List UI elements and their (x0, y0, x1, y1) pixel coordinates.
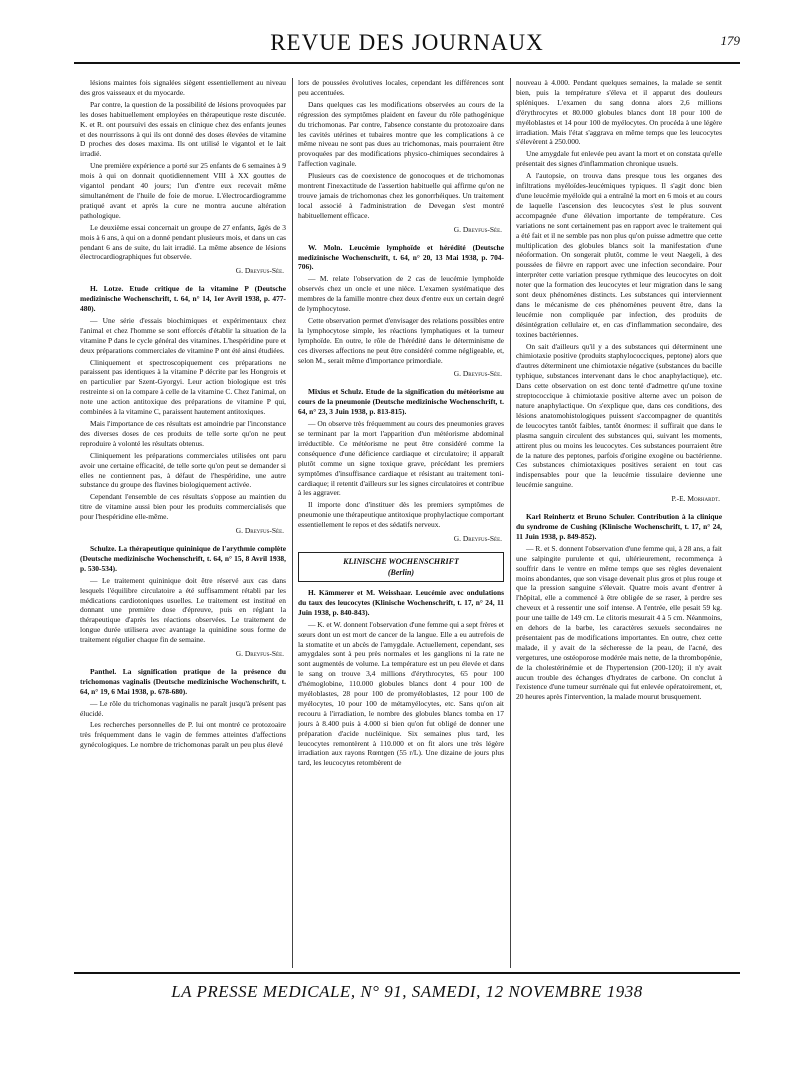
column-divider (510, 78, 511, 968)
paragraph: Cette observation permet d'envisager des relations possibles entre la lymphocytose simple, les réactions lymphatiques et la tumeur lymphoïde. En outre, le rôle de l'hérédité dans le déterminisme de ces diverses affections ne peut être considéré comme négligeable, et, selon M., serait même d'importance primordiale. (298, 315, 504, 365)
paragraph: — K. et W. donnent l'observation d'une femme qui a sept frères et sœurs dont un est mort de cancer de la langue. Elle a eu autrefois de la stomatite et un abcès de l'amygdale. Actuellement, cependant, ses amygdales sont à peu près normales et les ganglions ni la rate ne sont augmentés de volume. La température est un peu élevée et dans le sang on trouve 3,4 millions d'érythrocytes, 65 pour 100 d'hémoglobine, 110.000 globules blancs dont 4 pour 100 de myéloblastes, 28 pour 100 de promyéloblastes, 12 pour 100 de myélocytes, 10 pour 100 de métamyélocytes, etc. Sans qu'on ait recouru à l'irradiation, le nombre des globules blancs tomba en 17 jours à 8.400 puis à 4.000 si bien qu'on fut obligé de donner une préparation d'acide nucléinique. Six semaines plus tard, les leucocytes remontèrent à 110.000 et on fit alors une très légère irradiation aux rayons Rœntgen (55 r/L). Une dizaine de jours plus tard, les leucocytes retombèrent de (298, 619, 504, 768)
author-signature: G. Dreyfus-Sée. (235, 266, 284, 276)
column-right (516, 78, 722, 968)
author-signature: G. Dreyfus-Sée. (453, 369, 502, 379)
paragraph: lésions maintes fois signalées siègent essentiellement au niveau des gros vaisseaux et du myocarde. (80, 78, 286, 97)
footer-rule (74, 972, 740, 974)
paragraph: Dans quelques cas les modifications observées au cours de la régression des symptômes plaident en faveur du rôle pathogénique du trichomonas. Par contre, l'absence constante du protozoaire dans les cavités utérines et tubaires montre que les complications à ce même niveau ne sont pas dues au trichomonas, mais pourraient être provoquées par des modifications physico-chimiques secondaires à l'affection vaginale. (298, 99, 504, 169)
author-signature: G. Dreyfus-Sée. (235, 526, 284, 536)
paragraph: Une amygdale fut enlevée peu avant la mort et on constata qu'elle présentait des signes d'inflammation chronique usuels. (516, 149, 722, 169)
article-heading: Mixius et Schulz. Etude de la signification du météorisme au cours de la pneumonie (Deutsche medizinische Wochenschrift, t. 64, n° 23, 3 Juin 1938, p. 813-815). (298, 387, 504, 417)
page-title: REVUE DES JOURNAUX (270, 30, 544, 55)
paragraph: — R. et S. donnent l'observation d'une femme qui, à 28 ans, a fait une salpingite purulente et qui, ultérieurement, recommença à souffrir dans le ventre en même temps que ses règles devenaient moins abondantes, que son visage devenait plus gros et plus rouge et que la pression sanguine s'élevait. Quatre mois avant d'entrer à l'hôpital, elle a commencé à être obligée de se raser, à perdre ses cheveux et à ressentir une soif intense. A l'entrée, elle pesait 59 kg. pour une taille de 149 cm. Le clitoris mesurait 4 à 5 cm. Néanmoins, en dehors de la barbe, les caractères sexuels secondaires ne présentaient pas de modifications importantes. En outre, chez cette malade, il y avait de la sécheresse de la peau, de l'acné, des vergetures, une ostéoporose modérée mais nette, de la thrombopénie, de la cholestérinémie et de l'hypertension (200-120); il n'y avait aucun trouble des échanges d'hydrates de carbone. On conclut à l'existence d'une tumeur surrénale qui fut enlevée opératoirement, et, 20 heures après l'intervention, la malade mourut brusquement. (516, 543, 722, 702)
paragraph: Les recherches personnelles de P. lui ont montré ce protozoaire très fréquemment dans le vagin de femmes atteintes d'affections gynécologiques. Le nombre de trichomonas paraît un peu plus élevé (80, 720, 286, 750)
paragraph: — M. relate l'observation de 2 cas de leucémie lymphoïde observés chez un oncle et une nièce. L'examen systématique des membres de la famille montre chez deux d'entre eux un certain degré de lymphocytose. (298, 274, 504, 314)
paragraph: Cliniquement les préparations commerciales utilisées ont paru avoir une certaine efficacité, de telle sorte qu'on peut se demander si elles ne contiennent pas, à défaut de l'hespéridine, une autre substance du groupe des flavines biologiquement activée. (80, 450, 286, 490)
paragraph: — Une série d'essais biochimiques et expérimentaux chez l'animal et chez l'homme se sont efforcés d'établir la situation de la vitamine P dans le cycle général des vitamines. L'hespéridine pure et deux préparations commerciales de vitamine P ont été ainsi étudiées. (80, 315, 286, 355)
section-heading: KLINISCHE WOCHENSCHRIFT (Berlin) (298, 552, 504, 582)
paragraph: Il importe donc d'instituer dès les premiers symptômes de pneumonie une thérapeutique antitoxique prophylactique comportant essentiellement le repos et des sédatifs nerveux. (298, 500, 504, 530)
paragraph: lors de poussées évolutives locales, cependant les différences sont peu accentuées. (298, 78, 504, 97)
column-middle (298, 78, 504, 968)
column-left (80, 78, 286, 968)
paragraph: Plusieurs cas de coexistence de gonocoques et de trichomonas montrent l'inexactitude de l'assertion habituelle qui affirme qu'on ne trouve jamais de trichomonas chez les gonorrhéiques. Un traitement local associé à l'administration de Devegan s'est montré habituellement efficace. (298, 171, 504, 220)
paragraph: Le deuxième essai concernait un groupe de 27 enfants, âgés de 3 mois à 6 ans, à qui on a donné pendant plusieurs mois, et dans un cas pendant 6 ans de suite, du lait irradié. La même absence de lésions électrocardiographiques fut observée. (80, 222, 286, 262)
page-footer: LA PRESSE MEDICALE, N° 91, SAMEDI, 12 NOVEMBRE 1938 (171, 982, 643, 1001)
author-signature: P.-E. Morhardt. (671, 494, 720, 504)
author-signature: G. Dreyfus-Sée. (453, 534, 502, 544)
paragraph: — On observe très fréquemment au cours des pneumonies graves se terminant par la mort l'apparition d'un météorisme abdominal irréductible. Ce météorisme ne peut être considéré comme la conséquence d'une déficience cardiaque et circulatoire; il apparaît plutôt comme un signe toxique grave, précédant les premiers symptômes d'insuffisance cardiaque et résistant au traitement toni-cardiaque; il retentit d'ailleurs sur les signes circulatoires et contribue à les aggraver. (298, 419, 504, 498)
header-rule (74, 62, 740, 64)
article-heading: W. Moln. Leucémie lymphoïde et hérédité (Deutsche medizinische Wochenschrift, t. 64, n° 20, 13 Mai 1938, p. 704-706). (298, 242, 504, 272)
paragraph: nouveau à 4.000. Pendant quelques semaines, la malade se sentit bien, puis la température s'éleva et il apparut des douleurs spléniques. L'examen du sang donna alors 2,6 millions d'érythrocytes et 80.000 globules blancs dont 18 pour 100 de myéloblastes et 14 pour 100 de myélocytes. On procéda à une légère irradiation. Mais l'état s'aggrava en même temps que les leucocytes s'élevèrent à 250.000. (516, 78, 722, 147)
article-heading: Panthel. La signification pratique de la présence du trichomonas vaginalis (Deutsche medizinische Wochenschrift, t. 64, n° 19, 6 Mai 1938, p. 678-680). (80, 666, 286, 696)
paragraph: Cliniquement et spectroscopiquement ces préparations ne paraissent pas identiques à la vitamine P décrite par les Hongrois et en particulier par Szent-Gyorgyi. Leur action biologique est très restreinte si on la compare à celle de la vitamine C. Chez l'animal, on note une action antitoxique des préparations de vitamine P qui, combinées à la vitamine C, paraissent hautement antitoxiques. (80, 357, 286, 417)
paragraph: Mais l'importance de ces résultats est amoindrie par l'inconstance des diverses doses de ces produits de telle sorte qu'on ne peut reproduire à volonté les résultats obtenus. (80, 419, 286, 448)
paragraph: — Le rôle du trichomonas vaginalis ne paraît jusqu'à présent pas élucidé. (80, 698, 286, 718)
paragraph: — Le traitement quininique doit être réservé aux cas dans lesquels l'équilibre circulatoire a été suffisamment rétabli par les médications cardiotoniques usuelles. Le traitement est institué en donnant une première dose d'épreuve, puis en réglant la thérapeutique d'après les réactions observées. Le traitement de longue durée utilisera avec avantage la quinidine sous forme de traitement régulier chaque fin de semaine. (80, 575, 286, 645)
paragraph: Une première expérience a porté sur 25 enfants de 6 semaines à 9 mois à qui on donnait quotidiennement VIII à XX gouttes de vigantol pendant 40 jours; l'un d'entre eux recevait même simultanément de l'huile de foie de morue. L'électrocardiogramme pratiqué avant et après la cure ne montra aucune altération pathologique. (80, 161, 286, 220)
paragraph: Cependant l'ensemble de ces résultats s'oppose au maintien du titre de vitamine aussi bien pour les produits commercialisés que pour l'hespéridine elle-même. (80, 492, 286, 522)
article-heading: Schulze. La thérapeutique quininique de l'arythmie complète (Deutsche medizinische Wochenschrift, t. 64, n° 15, 8 Avril 1938, p. 530-534). (80, 543, 286, 573)
page-header (74, 30, 740, 64)
page-number: 179 (720, 33, 740, 48)
author-signature: G. Dreyfus-Sée. (235, 649, 284, 659)
column-divider (292, 78, 293, 968)
paragraph: A l'autopsie, on trouva dans presque tous les organes des infiltrations myéloïdes-leucémiques typiques. Il s'agit donc bien d'une leucémie myéloïde qui a entraîné la mort en 6 mois et au cours de laquelle l'ascension des leucocytes s'est le plus souvent accompagnée d'une élévation importante de température. Ces variations ne sont certainement pas en rapport avec le traitement qui a été fait et il ne semble pas non plus qu'on puisse admettre que cette multiplication des globules blancs soit la manifestation d'une néoformation. On songerait plutôt, comme le veut Naegeli, à des poussées de fièvre en rapport avec une infection secondaire. Pour interpréter cette variation presque rythmique des leucocytes on doit noter que la formation des leucocytes et leur migration dans le sang sont deux phénomènes distincts. Les substances qui interviennent dans le mécanisme de ces phénomènes peuvent être, dans la leucémie non compliquée par infection, des produits de désintégration cellulaire et, en cas d'inflammation secondaire, des toxines bactériennes. (516, 171, 722, 339)
article-heading: Karl Reinhertz et Bruno Schuler. Contribution à la clinique du syndrome de Cushing (Klinische Wochenschrift, t. 17, n° 24, 11 Juin 1938, p. 849-852). (516, 512, 722, 541)
article-heading: H. Kämmerer et M. Weisshaar. Leucémie avec ondulations du taux des leucocytes (Klinische Wochenschrift, t. 17, n° 24, 11 Juin 1938, p. 840-843). (298, 587, 504, 617)
author-signature: G. Dreyfus-Sée. (453, 224, 502, 234)
paragraph: On sait d'ailleurs qu'il y a des substances qui déterminent une chimiotaxie positive (produits staphylococciques, peptone) alors que d'autres déterminent une chimiotaxie négative (substances du bacille typhique, substances intervenant dans le choc anaphylactique), etc. Dans cette observation on est donc tenté d'admettre qu'une toxine streptococcique à chimiotaxie positive alterne avec un poison de nature anaphylactique. On s'explique que, dans ces conditions, des lésions anatomohistologiques puissent s'accompagner de quantités de leucocytes tantôt faibles, tantôt énormes: il suffirait que dans le plasma sanguin circulent des substances qui, suivant les moments, attirent plus ou moins les leucocytes. Ces substances pourraient être de la nature des peptones, parfois d'origine exogène ou bactérienne. Ces substances chimiotaxiques positives seraient en tout cas indispensables pour que la leucémie tissulaire devienne une leucémie sanguine. (516, 341, 722, 490)
article-heading: H. Lotze. Etude critique de la vitamine P (Deutsche medizinische Wochenschrift, t. 64, n° 14, 1er Avril 1938, p. 477-480). (80, 284, 286, 314)
paragraph: Par contre, la question de la possibilité de lésions provoquées par les doses habituellement employées en thérapeutique reste discutée. K. et R. ont poursuivi des essais en clinique chez des enfants jeunes et des nourrissons à qui ils ont donné des doses élevées de vitamine D proches des doses maxima. Ils ont utilisé le vigantol et le lait irradié. (80, 99, 286, 159)
